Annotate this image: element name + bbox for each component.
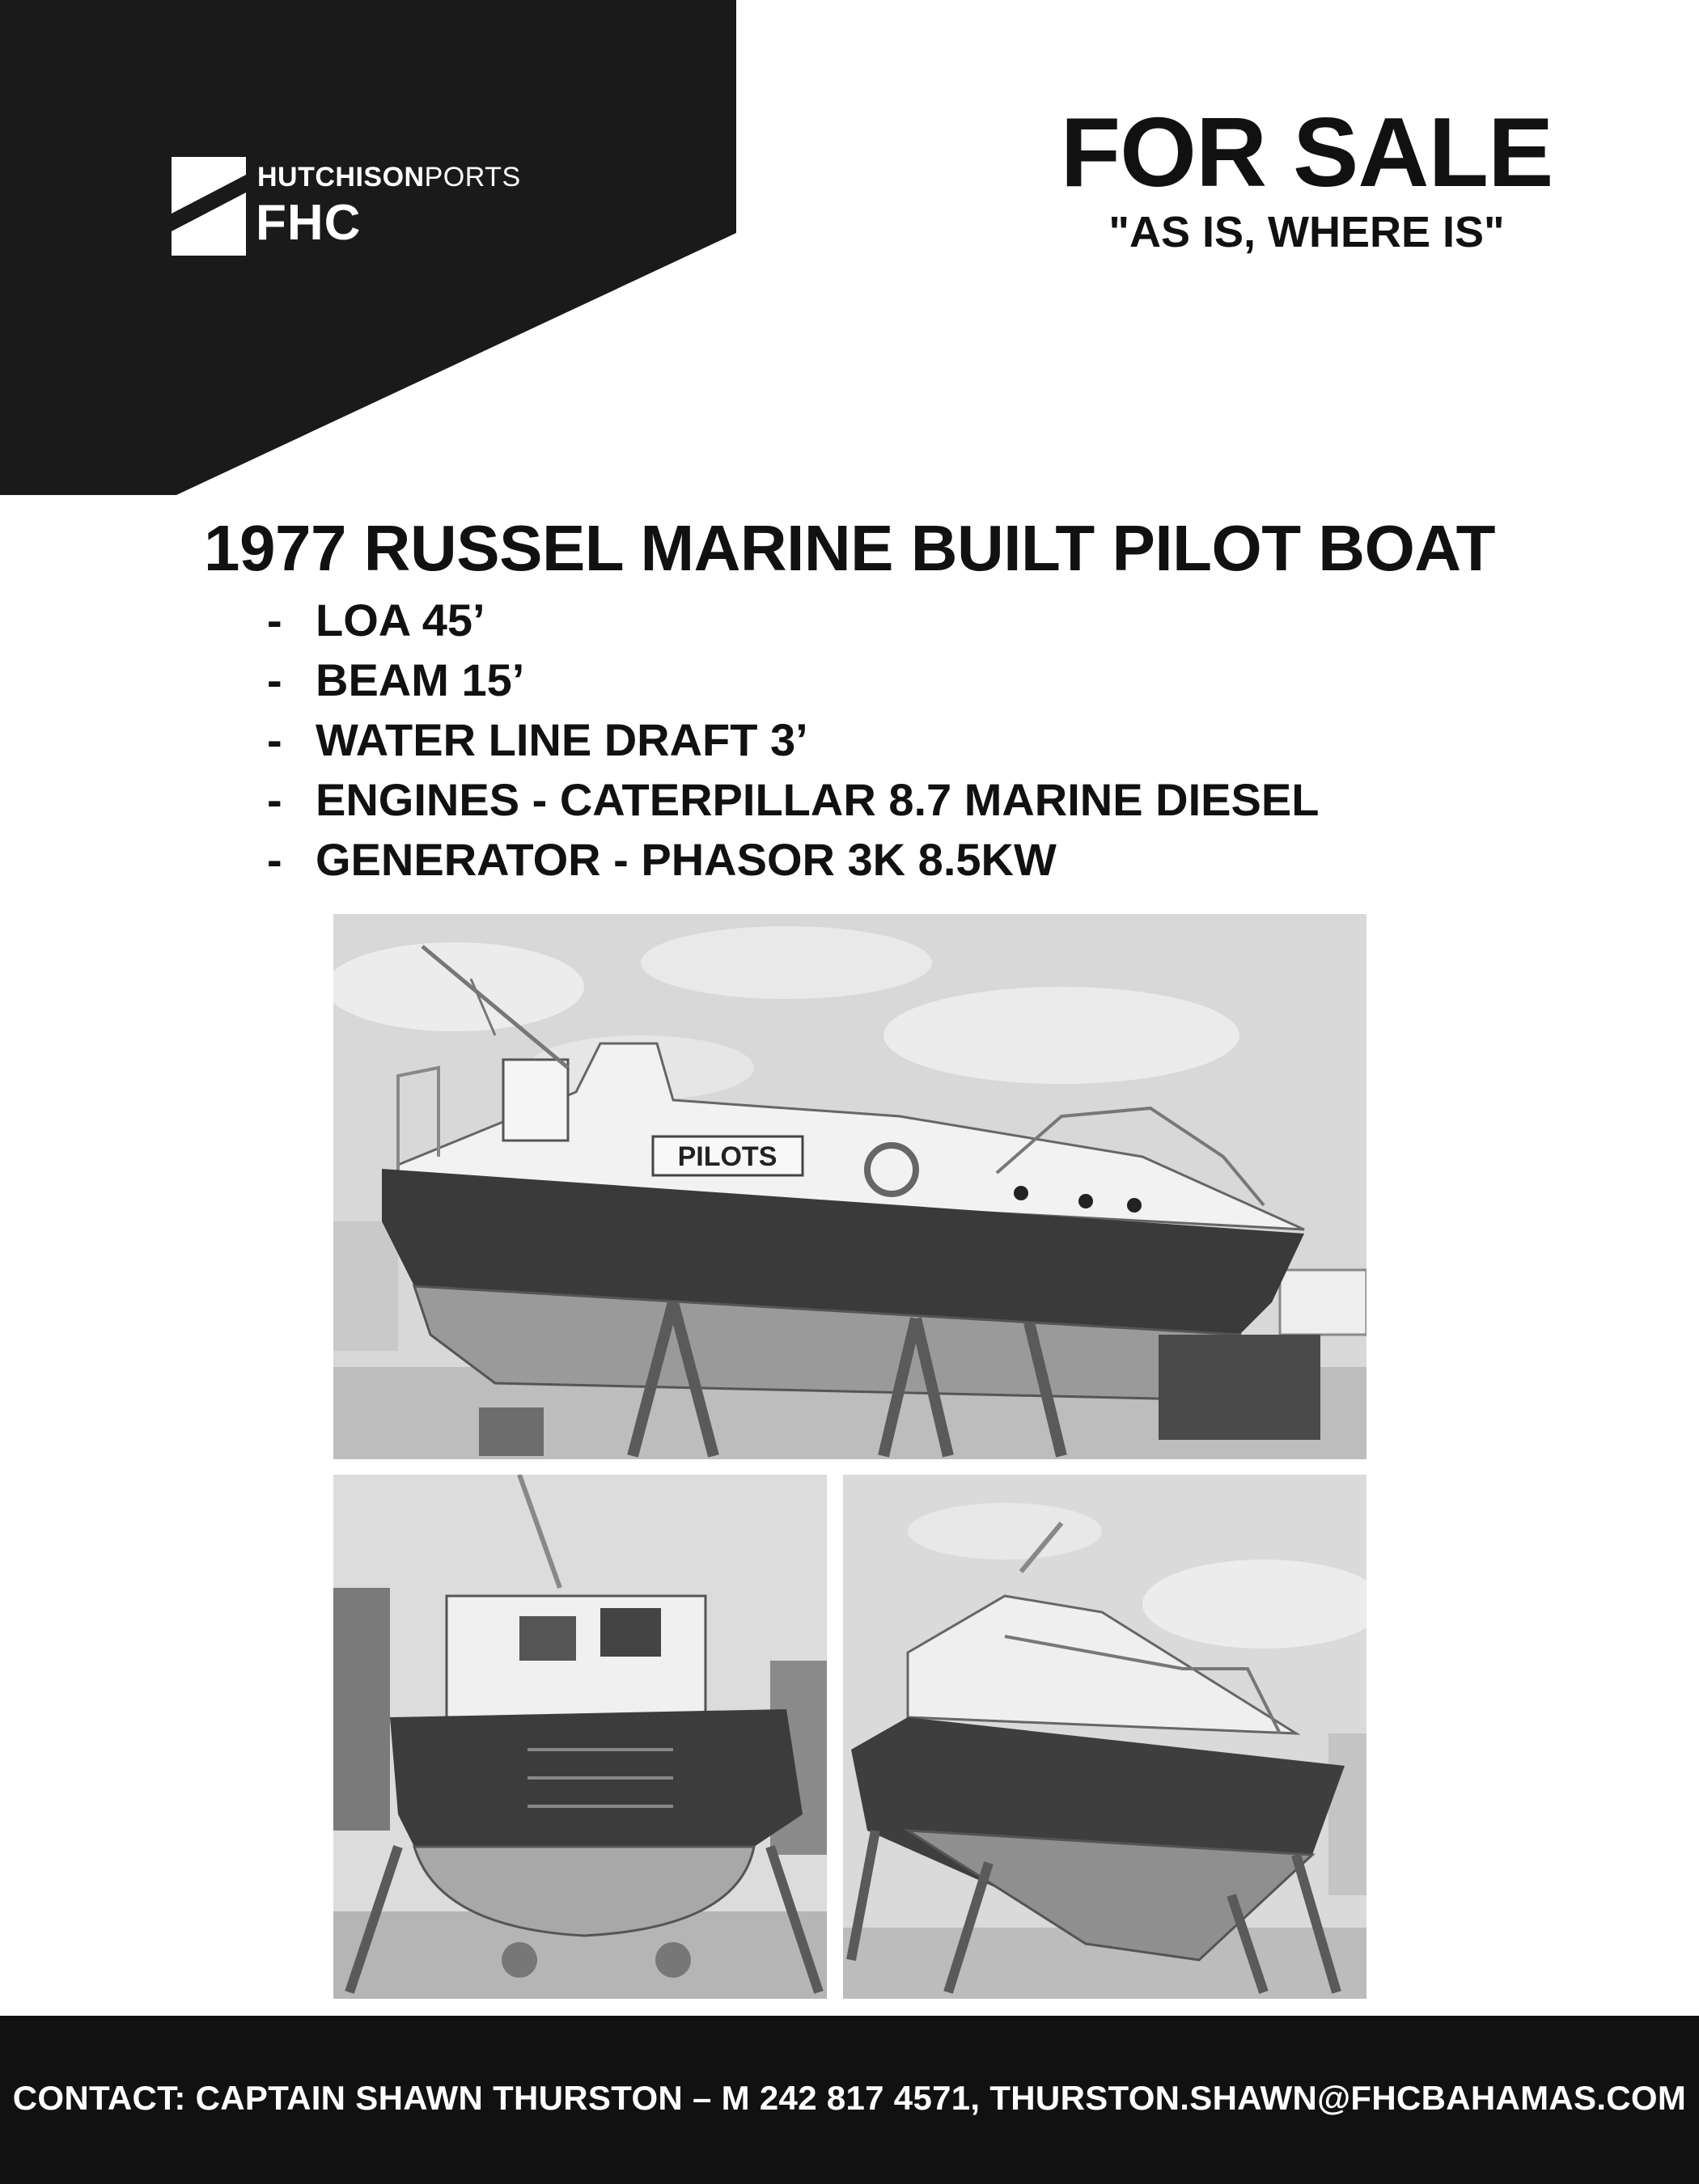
- spec-text: LOA 45’: [316, 595, 485, 645]
- spec-list: [267, 590, 1319, 890]
- bullet-dash: -: [267, 834, 282, 885]
- spec-text: GENERATOR - PHASOR 3K 8.5KW: [316, 834, 1057, 885]
- contact-footer: [0, 2016, 1699, 2184]
- contact-info: CONTACT: CAPTAIN SHAWN THURSTON – M 242 817 4571, THURSTON.SHAWN@FHCBAHAMAS.COM: [12, 2079, 1687, 2117]
- sale-condition: "AS IS, WHERE IS": [1108, 208, 1505, 256]
- bullet-dash: -: [267, 654, 282, 705]
- company-logo: [172, 155, 544, 260]
- brand-sub: FHC: [256, 195, 362, 251]
- boat-side-photo: [333, 914, 1366, 1459]
- spec-item: [267, 590, 1319, 650]
- spec-text: WATER LINE DRAFT 3’: [316, 714, 808, 765]
- boat-bow-photo: [843, 1475, 1366, 1999]
- bullet-dash: -: [267, 595, 282, 645]
- spec-item: [267, 830, 1319, 890]
- bullet-dash: -: [267, 774, 282, 825]
- spec-text: BEAM 15’: [316, 654, 525, 705]
- brand-name: HUTCHISONPORTS: [257, 162, 521, 193]
- bullet-dash: -: [267, 714, 282, 765]
- logo-mark-icon: [172, 157, 246, 256]
- hull-lettering: PILOTS: [677, 1141, 777, 1172]
- spec-item: [267, 650, 1319, 710]
- for-sale-heading: FOR SALE: [1060, 97, 1553, 207]
- spec-item: [267, 770, 1319, 830]
- listing-title: 1977 RUSSEL MARINE BUILT PILOT BOAT: [203, 512, 1495, 584]
- boat-stern-photo: [333, 1475, 827, 1999]
- spec-item: [267, 710, 1319, 770]
- spec-text: ENGINES - CATERPILLAR 8.7 MARINE DIESEL: [316, 774, 1320, 825]
